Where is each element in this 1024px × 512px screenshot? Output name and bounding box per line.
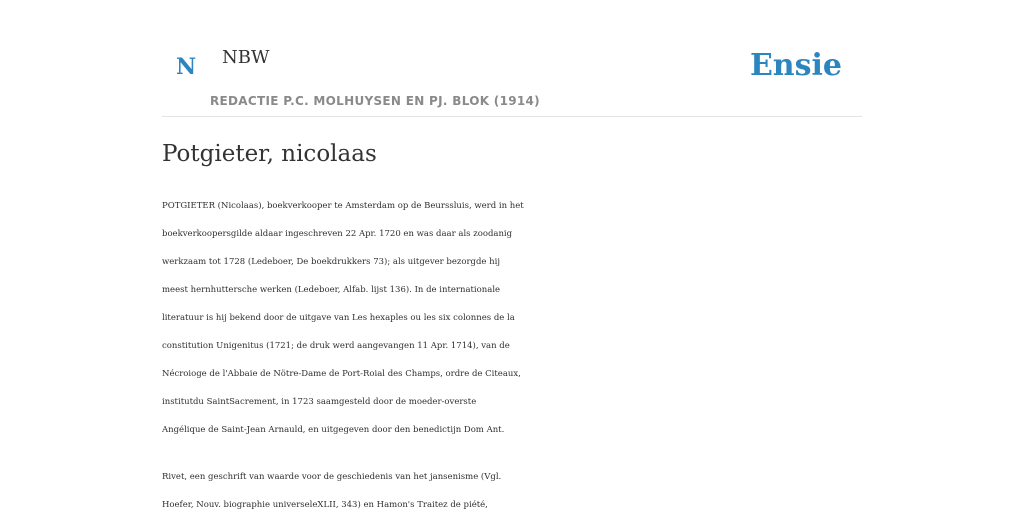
article-body	[162, 192, 872, 512]
brand-logo[interactable]: Ensie	[749, 48, 842, 83]
text-line: Hoefer, Nouv. biographie universeleXLII, 343) en Hamon's Traitez de piété,	[162, 500, 488, 510]
text-line: boekverkoopersgilde aldaar ingeschreven 22 Apr. 1720 en was daar als zoodanig	[162, 229, 513, 239]
text-line: constitution Unigenitus (1721; de druk werd aangevangen 11 Apr. 1714), van de	[162, 341, 510, 351]
text-line: Angélique de Saint-Jean Arnauld, en uitgegeven door den benedictijn Dom Ant.	[162, 425, 505, 435]
article-paragraph	[162, 463, 872, 512]
source-editors: REDACTIE P.C. MOLHUYSEN EN PJ. BLOK (1914)	[210, 94, 540, 108]
article-paragraph	[162, 192, 872, 444]
source-header	[162, 0, 862, 117]
article-title: Potgieter, nicolaas	[162, 141, 377, 167]
text-line: POTGIETER (Nicolaas), boekverkooper te Amsterdam op de Beurssluis, werd in het	[162, 201, 524, 211]
text-line: Nécroioge de l'Abbaie de Nötre-Dame de Port-Roial des Champs, ordre de Citeaux,	[162, 369, 521, 379]
text-line: literatuur is hij bekend door de uitgave van Les hexaples ou les six colonnes de la	[162, 313, 515, 323]
text-line: werkzaam tot 1728 (Ledeboer, De boekdrukkers 73); als uitgever bezorgde hij	[162, 257, 500, 267]
source-title[interactable]: NBW	[222, 47, 270, 68]
source-logo[interactable]: N	[176, 54, 197, 80]
text-line: meest hernhuttersche werken (Ledeboer, Alfab. lijst 136). In de internationale	[162, 285, 501, 295]
text-line: institutdu SaintSacrement, in 1723 saamgesteld door de moeder-overste	[162, 397, 477, 407]
text-line: Rivet, een geschrift van waarde voor de geschiedenis van het jansenisme (Vgl.	[162, 472, 502, 482]
